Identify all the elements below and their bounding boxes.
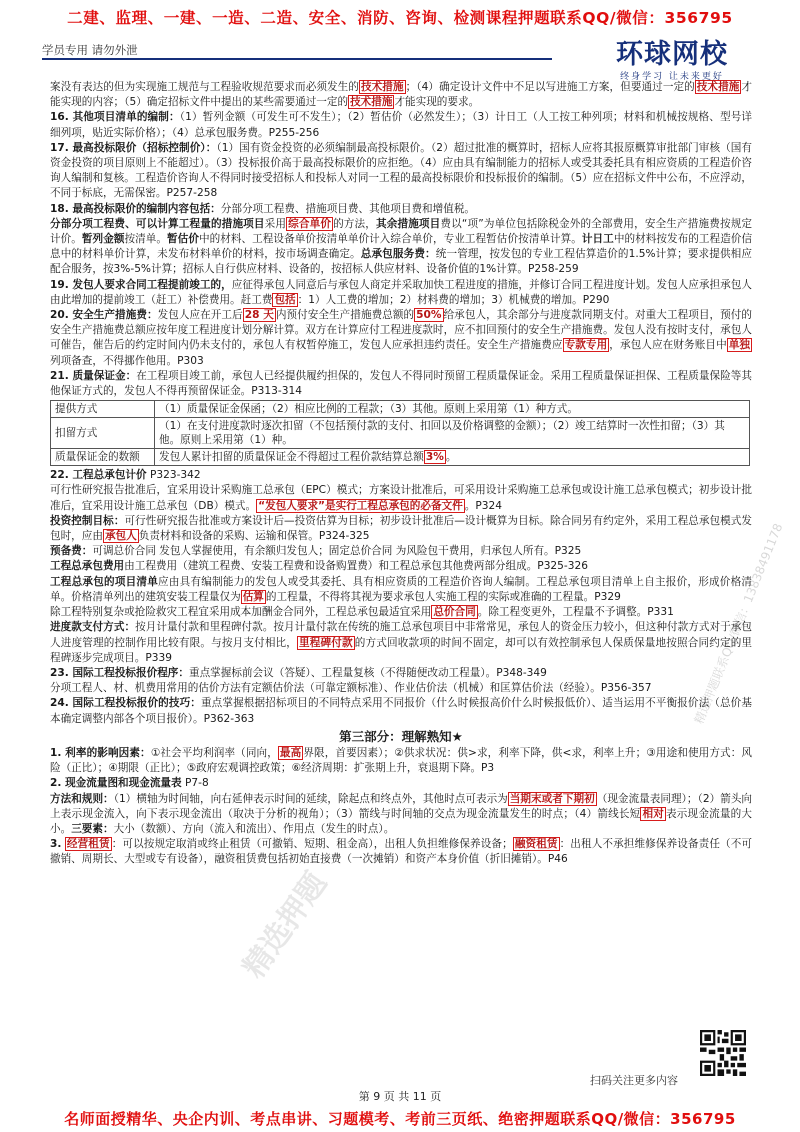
paragraph: 工程总承包的项目清单应由具有编制能力的发包人或受其委托、具有相应资质的工程造价咨询人编制。工程总承包项目清单上自主报价，形成价格清单。价格清单列出的建筑安装工程量仅为 估算 的工程量，不得将其视为要求承包人实施工程的实际或准确的工程量。P329 — [50, 575, 753, 603]
table-row — [51, 449, 750, 466]
paragraph: 进度款支付方式：按月计量付款和里程碑付款。按月计量付款在传统的施工总承包项目中非常常见，承包人的资金压力较小，但这种付款方式对于承包人进度管理的控制作用比较有限。与按月支付相比， 里程碑付款 的方式回收款项的时间不固定，却可以有效控制承包人保质保量地按照合同约定的里程碑逐步完成项目。P339 — [50, 621, 753, 664]
table-cell-key: 提供方式 — [51, 401, 155, 418]
paragraph: 17. 最高投标限价（招标控制价）：（1）国有资金投资的必须编制最高投标限价。（2）超过批准的概算时，招标人应将其报原概算审批部门审核（国有资金投资的项目原则上不能超过）。（3）投标报价高于最高投标限价的应拒绝。（4）应由具有编制能力的招标人或受其委托具有相应资质的工程造价咨询人编制和复核。工程造价咨询人不得同时接受招标人和投标人对同一工程的最高投标限价和投标报价的编制。（5）应在招标文件中公布，不应浮动，不同于标底，无需保密。P257-258 — [50, 141, 752, 200]
highlight-box: 3% — [425, 451, 444, 464]
table-cell-value: （1）在支付进度款时逐次扣留（不包括预付款的支付、扣回以及价格调整的金额）；（2）竣工结算时一次性扣留；（3）其他。原则上采用第（1）种。 — [155, 418, 750, 449]
paragraph: 19. 发包人要求合同工程提前竣工的，应征得承包人同意后与承包人商定并采取加快工程进度的措施，并修订合同工程进度计划。发包人应承担承包人由此增加的提前竣工（赶工）补偿费用。赶工费 包括 ：1）人工费的增加；2）材料费的增加；3）机械费的增加。P290 — [50, 278, 752, 306]
paragraph: 方法和规则：（1）横轴为时间轴，向右延伸表示时间的延续，除起点和终点外，其他时点可表示为 当期末或者下期初 （现金流量表同理）；（2）箭头向上表示现金流入，向下表示现金流出（取决于分析的视角）；（3）箭线与时间轴的交点为现金流量发生的时点；（4）箭线长短 相对 表示现金流量的大小。三要素：大小（数额）、方向（流入和流出）、作用点（发生的时点）。 — [50, 792, 753, 835]
paragraph: 案没有表达的但为实现施工规范与工程验收规范要求而必须发生的 技术措施 ；（4）确定设计文件中不足以写进施工方案，但要通过一定的 技术措施 才能实现的内容；（5）确定招标文件中提出的某些需要通过一定的 技术措施 才能实现的要求。 — [50, 81, 752, 109]
qr-caption: 扫码关注更多内容 — [590, 1074, 678, 1087]
paragraph: 预备费：可调总价合同 发包人掌握使用，有余额归发包人；固定总价合同 为风险包干费用，归承包人所有。P325 — [50, 545, 582, 558]
paragraph: 22. 工程总承包计价 P323-342 — [50, 469, 201, 482]
table-cell-value: 发包人累计扣留的质量保证金不得超过工程价款结算总额 3% 。 — [155, 449, 750, 466]
retention-table — [50, 400, 750, 466]
paragraph: 16. 其他项目清单的编制：（1）暂列金额（可发生可不发生）；（2）暂估价（必然发生）；（3）计日工（人工按工种列项；材料和机械按规格、型号详细列项，贴近实际价格）；（4）总承包服务费。P255-256 — [50, 111, 752, 139]
watermark-id: 精选押题联系QQ/微信：13838491178 — [691, 521, 786, 726]
bottom-banner: 名师面授精华、央企内训、考点串讲、习题模考、考前三页纸、绝密押题联系QQ/微信：356795 — [64, 1110, 736, 1128]
paragraph: 20. 安全生产措施费：发包人应在开工后 28 天 内预付安全生产措施费总额的 50% 给承包人，其余部分与进度款同期支付。对重大工程项目，预付的安全生产措施费总额应按年度工程进度计划分解计算。双方在计算应付工程进度款时，应不扣回预付的安全生产措施费。发包人没有按时支付，承包人可催告，催告后的约定时间内仍未支付的，承包人有权暂停施工，发包人应承担违约责任。安全生产措施费应 专款专用 ，承包人应在财务账目中 单独列项备查，不得挪作他用。P303 — [50, 309, 753, 367]
paragraph: 可行性研究报告批准后，宜采用设计采购施工总承包（EPC）模式；方案设计批准后，可采用设计采购施工总承包或设计施工总承包模式；初步设计批准后，宜采用设计施工总承包（DB）模式。 “发包人要求”是实行工程总承包的必备文件 。P324 — [50, 484, 752, 512]
table-cell-value: （1）质量保证金保函；（2）相应比例的工程款；（3）其他。原则上采用第（1）种方式。 — [155, 401, 750, 418]
watermark-text: 精选押题 — [236, 866, 335, 985]
table-row — [51, 401, 750, 418]
logo-slogan: 终身学习 让未来更好 — [620, 72, 724, 82]
header-rule — [42, 58, 552, 60]
paragraph: 分项工程人、材、机费用常用的估价方法有定额估价法（可靠定额标准）、作业估价法（机械）和匡算估价法（经验）。P356-357 — [50, 682, 652, 695]
paragraph: 投资控制目标：可行性研究报告批准或方案设计后—投资估算为目标；初步设计批准后—设计概算为目标。除合同另有约定外，采用工程总承包模式发包时，应由 承包人 负责材料和设备的采购、运输和保管。P324-325 — [50, 514, 753, 543]
paragraph: 2. 现金流量图和现金流量表 P7-8 — [50, 777, 209, 790]
paragraph: 分部分项工程费、可以计算工程量的措施项目采用 综合单价 的方法，其余措施项目费以“项”为单位包括除税金外的全部费用，安全生产措施费按规定计价。暂列金额按清单。暂估价中的材料、工程设备单价按清单单价计入综合单价，专业工程暂估价按清单计算。计日工中的材料按发布的工程造价信息中的材料单价计算，未发布材料单价的材料，按市场调查确定。总承包服务费：统一管理，按发包的专业工程估算造价的1.5%计算；要求提供相应配合服务，按3%-5%计算；招标人自行供应材料、设备的，按招标人供应材料、设备价值的1%计算。P258-259 — [50, 217, 753, 276]
paragraph: 除工程特别复杂或抢险救灾工程宜采用成本加酬金合同外，工程总承包最适宜采用 总价合同 。除工程变更外，工程量不予调整。P331 — [50, 606, 674, 619]
paragraph: 21. 质量保证金：在工程项目竣工前，承包人已经提供履约担保的，发包人不得同时预留工程质量保证金。采用工程质量保证担保、工程质量保险等其他保证方式的，发包人不得再预留保证金。P313-314 — [50, 369, 752, 398]
section-title: 第三部分：理解熟知★ — [339, 728, 463, 744]
page-header — [42, 32, 758, 84]
paragraph: 18. 最高投标限价的编制内容包括：分部分项工程费、措施项目费、其他项目费和增值税。 — [50, 202, 476, 215]
logo — [616, 32, 728, 82]
paragraph: 23. 国际工程投标报价程序：重点掌握标前会议（答疑）、工程量复核（不得随便改动工程量）。P348-349 — [50, 666, 547, 679]
paragraph: 工程总承包费用由工程费用（建筑工程费、安装工程费和设备购置费）和工程总承包其他费两部分组成。P325-326 — [50, 560, 588, 573]
document-body — [50, 80, 752, 868]
page-number: 第 9 页 共 11 页 — [358, 1090, 442, 1103]
table-row — [51, 418, 750, 449]
top-banner: 二建、监理、一建、一造、二造、安全、消防、咨询、检测课程押题联系QQ/微信：356795 — [67, 9, 733, 27]
header-tag: 学员专用 请勿外泄 — [42, 43, 138, 57]
table-cell-key: 质量保证金的数额 — [51, 449, 155, 466]
paragraph: 24. 国际工程投标报价的技巧：重点掌握根据招标项目的不同特点采用不同报价（什么时候报高价什么时候报低价）、适当运用不平衡报价法（总价基本确定调整内部各个项目报价）。P362-363 — [50, 697, 752, 725]
paragraph: 3. 经营租赁 ：可以按规定取消或终止租赁（可撤销、短期、租金高），出租人负担维修保养设备； 融资租赁 ：出租人不承担维修保养设备责任（不可撤销、周期长、大型或专有设备），融资租赁费包括初始直接费（一次摊销）和资产本身价值（折旧摊销）。P46 — [50, 838, 753, 866]
paragraph: 1. 利率的影响因素：①社会平均利润率（同向， 最高 界限，首要因素）；②供求状况：供>求，利率下降，供<求，利率上升；③用途和使用方式：风险（正比）；④期限（正比）；⑤政府宏观调控政策；⑥经济周期：扩张期上升，衰退期下降。P3 — [50, 746, 753, 775]
logo-name: 环球网校 — [616, 39, 728, 70]
qr-code-icon — [700, 1030, 746, 1076]
table-cell-key: 扣留方式 — [51, 418, 155, 449]
